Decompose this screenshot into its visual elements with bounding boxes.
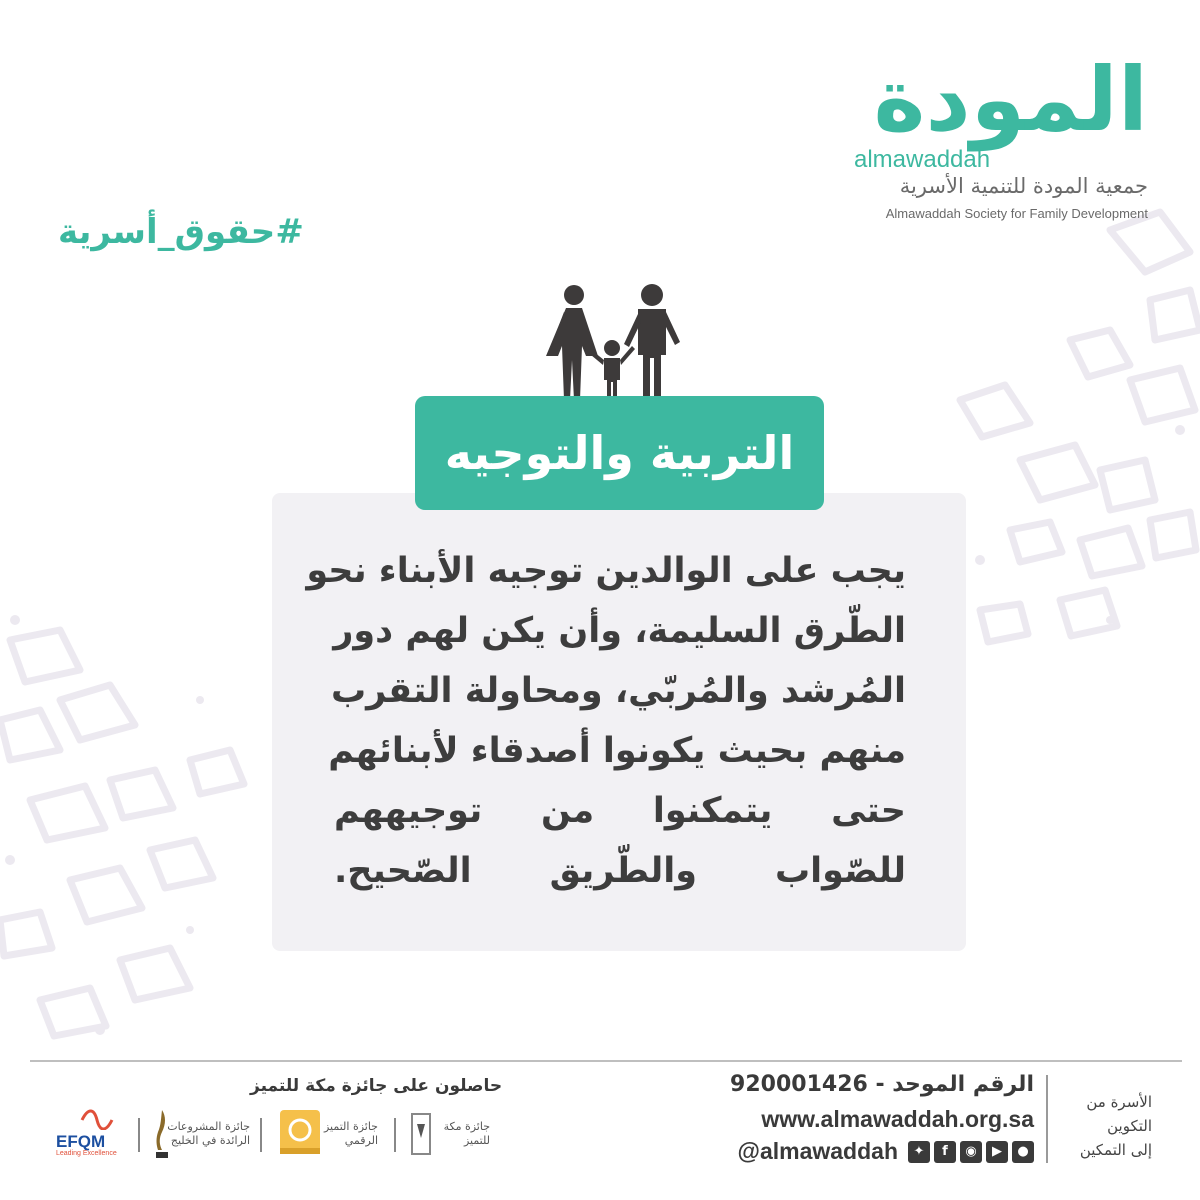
facebook-icon[interactable]: f bbox=[934, 1141, 956, 1163]
award-digital bbox=[278, 1106, 378, 1162]
award-text: جائزة المشروعات bbox=[167, 1120, 250, 1133]
slogan-line: إلى التمكين bbox=[1079, 1141, 1152, 1159]
body-text bbox=[306, 541, 906, 901]
awards-row bbox=[50, 1106, 490, 1162]
twitter-icon[interactable]: ✦ bbox=[908, 1141, 930, 1163]
title-banner bbox=[415, 396, 824, 510]
award-separator bbox=[394, 1118, 396, 1152]
body-line: منهم بحيث يكونوا أصدقاء لأبنائهم bbox=[328, 731, 906, 771]
website-link[interactable]: www.almawaddah.org.sa bbox=[761, 1106, 1034, 1132]
youtube-icon[interactable]: ▶ bbox=[986, 1141, 1008, 1163]
logo-name-ar: المودة bbox=[873, 48, 1148, 151]
content-card bbox=[272, 493, 966, 951]
body-line: يجب على الوالدين توجيه الأبناء نحو bbox=[306, 551, 906, 591]
body-line: الطّرق السليمة، وأن يكن لهم دور bbox=[333, 611, 906, 651]
body-line: حتى يتمكنوا من توجيههم bbox=[334, 791, 906, 831]
logo-name-latin: almawaddah bbox=[854, 146, 991, 173]
awards-title: حاصلون على جائزة مكة للتميز bbox=[250, 1076, 503, 1096]
award-text: جائزة التميز bbox=[323, 1120, 378, 1133]
award-text: الرائدة في الخليج bbox=[170, 1134, 250, 1147]
hashtag: #حقوق_أسرية bbox=[58, 212, 304, 252]
footer-divider bbox=[30, 1060, 1182, 1062]
slogan-line: التكوين bbox=[1107, 1117, 1152, 1135]
trophy-icon bbox=[410, 1110, 432, 1158]
efqm-sub-label: Leading Excellence bbox=[56, 1150, 117, 1157]
logo-subtitle-en: Almawaddah Society for Family Development bbox=[885, 206, 1148, 221]
award-text: جائزة مكة bbox=[443, 1120, 490, 1133]
title-text: التربية والتوجيه bbox=[444, 426, 795, 480]
family-icon bbox=[540, 282, 690, 400]
body-line: المُرشد والمُربّي، ومحاولة التقرب bbox=[330, 671, 906, 711]
award-text: للتميز bbox=[463, 1134, 490, 1147]
efqm-logo-icon bbox=[80, 1108, 114, 1130]
social-row bbox=[714, 1138, 1034, 1165]
award-efqm bbox=[50, 1106, 130, 1162]
slogan bbox=[1032, 1090, 1152, 1162]
logo bbox=[848, 50, 1148, 230]
slogan-line: الأسرة من bbox=[1086, 1093, 1152, 1111]
efqm-label: EFQM bbox=[56, 1132, 106, 1151]
digital-award-icon bbox=[278, 1108, 322, 1158]
award-separator bbox=[260, 1118, 262, 1152]
logo-subtitle-ar: جمعية المودة للتنمية الأسرية bbox=[899, 174, 1148, 198]
award-makkah bbox=[410, 1106, 490, 1162]
instagram-icon[interactable]: ◉ bbox=[960, 1141, 982, 1163]
social-handle[interactable]: @almawaddah bbox=[737, 1138, 898, 1164]
award-separator bbox=[138, 1118, 140, 1152]
phone-number: الرقم الموحد - 920001426 bbox=[730, 1072, 1034, 1097]
body-line: للصّواب والطّريق الصّحيح. bbox=[334, 851, 906, 891]
award-gulf bbox=[154, 1106, 250, 1162]
snapchat-icon[interactable]: ● bbox=[1012, 1141, 1034, 1163]
contact-info bbox=[714, 1068, 1034, 1165]
slogan-separator bbox=[1046, 1075, 1048, 1163]
award-text: الرقمي bbox=[344, 1134, 378, 1147]
